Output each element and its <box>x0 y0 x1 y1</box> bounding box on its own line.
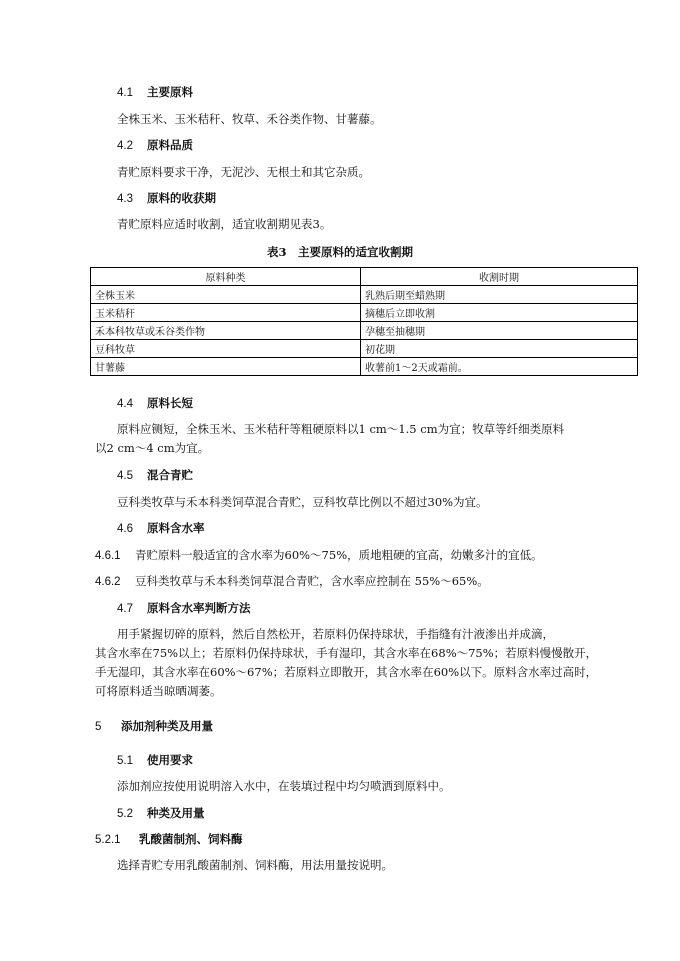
section-title: 原料含水率 <box>147 521 205 535</box>
table-header-row <box>91 268 638 286</box>
table-cell: 豆科牧草 <box>91 340 361 358</box>
section-title: 主要原料 <box>147 85 194 99</box>
section-title: 原料品质 <box>147 138 194 152</box>
table-cell: 甘薯藤 <box>91 358 361 376</box>
section-number: 4.7 <box>117 603 133 615</box>
section-title: 原料的收获期 <box>147 191 217 205</box>
table-cell: 摘穗后立即收割 <box>361 304 638 322</box>
heading-4-3 <box>117 190 216 206</box>
column-header: 原料种类 <box>91 268 361 286</box>
paragraph-4-7-line4: 可将原料适当晾晒凋萎。 <box>95 684 222 698</box>
section-title: 添加剂种类及用量 <box>121 719 214 733</box>
clause-4-6-2 <box>95 573 489 589</box>
section-number: 4.4 <box>117 398 133 410</box>
paragraph-5-1: 添加剂应按使用说明溶入水中，在装填过程中均匀喷洒到原料中。 <box>117 779 451 793</box>
column-header: 收割时期 <box>361 268 638 286</box>
paragraph-4-7-line3: 手无湿印，其含水率在60%～67%；若原料立即散开，其含水率在60%以下。原料含水率过高时， <box>95 665 598 679</box>
table-row <box>91 340 638 358</box>
clause-number: 4.6.2 <box>95 576 121 588</box>
section-number: 5 <box>95 721 102 733</box>
paragraph-4-7-line2: 其含水率在75%以上；若原料仍保持球状，手有湿印，其含水率在68%～75%；若原料慢慢散开， <box>95 646 598 660</box>
section-number: 5.2 <box>117 808 133 820</box>
table-cell: 收薯前1～2天或霜前。 <box>361 358 638 376</box>
paragraph-4-7-line1: 用手紧握切碎的原料，然后自然松开，若原料仍保持球状，手指缝有汁液渗出并成滴， <box>117 627 554 641</box>
clause-title: 乳酸菌制剂、饲料酶 <box>139 832 243 846</box>
paragraph-4-4-line1: 原料应铡短，全株玉米、玉米秸秆等粗硬原料以1 cm～1.5 cm为宜；牧草等纤细类原料 <box>117 422 565 436</box>
section-number: 4.1 <box>117 87 133 99</box>
heading-4-1 <box>117 84 193 100</box>
clause-text: 豆科类牧草与禾本科类饲草混合青贮，含水率应控制在 55%～65%。 <box>135 574 489 588</box>
section-title: 使用要求 <box>147 753 194 767</box>
heading-5 <box>95 718 213 734</box>
section-number: 4.5 <box>117 470 133 482</box>
heading-5-2 <box>117 805 205 821</box>
clause-text: 青贮原料一般适宜的含水率为60%～75%，质地粗硬的宜高，幼嫩多汁的宜低。 <box>135 548 543 562</box>
paragraph-4-3: 青贮原料应适时收割，适宜收割期见表3。 <box>117 217 332 231</box>
heading-5-2-1 <box>95 831 243 847</box>
section-number: 4.2 <box>117 140 133 152</box>
clause-number: 5.2.1 <box>95 834 121 846</box>
table-row <box>91 304 638 322</box>
heading-4-7 <box>117 600 251 616</box>
paragraph-5-2-1: 选择青贮专用乳酸菌制剂、饲料酶，用法用量按说明。 <box>117 858 393 872</box>
section-number: 4.3 <box>117 193 133 205</box>
table-cell: 玉米秸秆 <box>91 304 361 322</box>
section-title: 原料含水率判断方法 <box>147 601 251 615</box>
section-number: 5.1 <box>117 755 133 767</box>
paragraph-4-1: 全株玉米、玉米秸秆、牧草、禾谷类作物、甘薯藤。 <box>117 112 382 126</box>
paragraph-4-2: 青贮原料要求干净，无泥沙、无根土和其它杂质。 <box>117 165 370 179</box>
heading-4-6 <box>117 520 205 536</box>
table-caption: 表3 主要原料的适宜收割期 <box>266 245 413 259</box>
table-cell: 孕穗至抽穗期 <box>361 322 638 340</box>
harvest-period-table <box>90 267 638 376</box>
heading-4-2 <box>117 137 193 153</box>
clause-number: 4.6.1 <box>95 550 121 562</box>
table-cell: 乳熟后期至蜡熟期 <box>361 286 638 304</box>
table-cell: 禾本科牧草或禾谷类作物 <box>91 322 361 340</box>
heading-4-5 <box>117 467 193 483</box>
paragraph-4-4-line2: 以2 cm～4 cm为宜。 <box>95 441 210 455</box>
table-row <box>91 358 638 376</box>
heading-5-1 <box>117 752 193 768</box>
table-row <box>91 286 638 304</box>
section-title: 种类及用量 <box>147 806 205 820</box>
paragraph-4-5: 豆科类牧草与禾本科类饲草混合青贮，豆科牧草比例以不超过30%为宜。 <box>117 495 488 509</box>
section-number: 4.6 <box>117 523 133 535</box>
table-row <box>91 322 638 340</box>
section-title: 原料长短 <box>147 396 194 410</box>
clause-4-6-1 <box>95 547 543 563</box>
table-cell: 全株玉米 <box>91 286 361 304</box>
table-cell: 初花期 <box>361 340 638 358</box>
section-title: 混合青贮 <box>147 468 194 482</box>
heading-4-4 <box>117 395 193 411</box>
